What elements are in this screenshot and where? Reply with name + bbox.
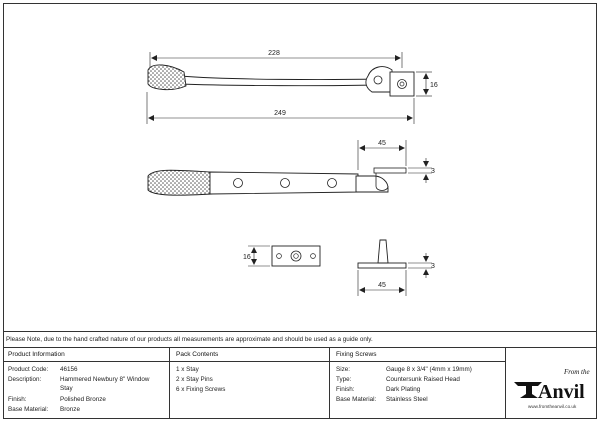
dimension-3-pin-label: 3 <box>431 263 435 270</box>
column-divider-2 <box>329 347 330 419</box>
product-info-value: Stay <box>60 385 73 392</box>
dimension-45-pin-label: 45 <box>378 282 386 289</box>
dimension-3-pin <box>408 253 435 278</box>
fixing-screws-value: Countersunk Raised Head <box>386 376 460 383</box>
product-info-row <box>8 396 168 404</box>
fixing-screws-row <box>336 366 504 374</box>
dimension-45-top <box>358 140 406 170</box>
dimension-228 <box>150 50 402 68</box>
pin-side-view <box>358 240 406 268</box>
product-info-label: Product Code: <box>8 366 49 373</box>
from-the-anvil-logo <box>508 364 596 418</box>
fixing-screws-value: Gauge 8 x 3/4" (4mm x 19mm) <box>386 366 472 373</box>
fixing-screws-label: Size: <box>336 366 350 373</box>
logo-tagline: From the <box>564 368 590 376</box>
column-divider-3 <box>505 347 506 419</box>
dimension-3-stay-label: 3 <box>431 168 435 175</box>
product-info-row <box>8 366 168 374</box>
fixing-screws-value: Stainless Steel <box>386 396 428 403</box>
product-info-label: Base Material: <box>8 406 49 413</box>
fixing-screws-row <box>336 376 504 384</box>
product-info-label: Description: <box>8 376 42 383</box>
fixing-screws-label: Type: <box>336 376 352 383</box>
dimension-16-plate-label: 16 <box>243 254 251 261</box>
product-info-title: Product Information <box>8 351 65 358</box>
plate-front-view <box>272 246 320 266</box>
product-info-value: Hammered Newbury 8" Window <box>60 376 150 383</box>
pack-item: 1 x Stay <box>176 366 199 373</box>
product-info-row <box>8 406 168 414</box>
fixing-screws-label: Finish: <box>336 386 355 393</box>
dimension-249-label: 249 <box>274 110 286 117</box>
note-divider-bottom <box>3 347 597 348</box>
stay-side-view <box>148 65 414 96</box>
fixing-screws-value: Dark Plating <box>386 386 421 393</box>
logo-brand: Anvil <box>538 381 585 403</box>
fixing-screws-title: Fixing Screws <box>336 351 377 358</box>
dimension-228-label: 228 <box>268 50 280 57</box>
product-info-row <box>8 376 168 384</box>
pack-item: 6 x Fixing Screws <box>176 386 226 393</box>
dimension-16-side-label: 16 <box>430 82 438 89</box>
disclaimer-note: Please Note, due to the hand crafted nature of our products all measurements are approximate and should be used as a guide only. <box>6 336 373 343</box>
dimension-16-side <box>416 72 438 96</box>
dimension-45-pin <box>358 270 406 296</box>
fixing-screws-row <box>336 386 504 394</box>
column-divider-1 <box>169 347 170 419</box>
dimension-16-plate <box>243 246 270 266</box>
dimension-3-stay <box>408 158 435 183</box>
stay-top-view <box>148 168 406 195</box>
product-info-value: Bronze <box>60 406 80 413</box>
fixing-screws-label: Base Material: <box>336 396 377 403</box>
dimension-249 <box>147 92 414 124</box>
fixing-screws-row <box>336 396 504 404</box>
logo-url: www.fromtheanvil.co.uk <box>528 404 577 409</box>
product-info-value: Polished Bronze <box>60 396 106 403</box>
product-info-label: Finish: <box>8 396 27 403</box>
dimension-45-top-label: 45 <box>378 140 386 147</box>
product-info-row <box>8 385 168 393</box>
pack-item: 2 x Stay Pins <box>176 376 213 383</box>
pack-contents-title: Pack Contents <box>176 351 219 358</box>
header-divider <box>3 361 505 362</box>
note-divider-top <box>3 331 597 332</box>
product-info-value: 46156 <box>60 366 78 373</box>
